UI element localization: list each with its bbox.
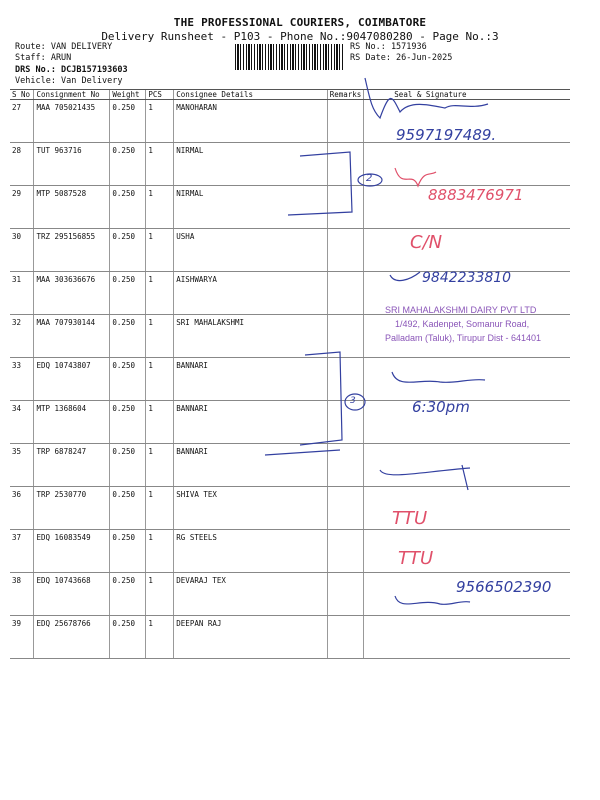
runsheet-subtitle: Delivery Runsheet - P103 - Phone No.:9047080280 - Page No.:3 xyxy=(101,30,499,43)
cell-cno: MAA 303636676 xyxy=(34,272,110,315)
cell-weight: 0.250 xyxy=(110,444,146,487)
cell-weight: 0.250 xyxy=(110,530,146,573)
column-header: Consignment No xyxy=(34,90,110,100)
cell-cno: EDQ 25678766 xyxy=(34,616,110,659)
cell-sno: 27 xyxy=(10,100,34,143)
handwritten-cn-row30: C/N xyxy=(410,232,443,253)
stamp-line: 1/492, Kadenpet, Somanur Road, xyxy=(395,319,530,329)
staff-label: Staff: ARUN xyxy=(15,53,72,63)
cell-sno: 36 xyxy=(10,487,34,530)
cell-sno: 32 xyxy=(10,315,34,358)
rs-number: RS No.: 1571936 xyxy=(350,42,427,52)
cell-cno: TUT 963716 xyxy=(34,143,110,186)
cell-sno: 35 xyxy=(10,444,34,487)
drs-number: DRS No.: DCJB157193603 xyxy=(15,65,128,75)
signature-stroke-row34 xyxy=(392,372,485,382)
cell-cno: MTP 1368604 xyxy=(34,401,110,444)
cell-weight: 0.250 xyxy=(110,616,146,659)
cell-pcs: 1 xyxy=(146,573,174,616)
cell-sno: 28 xyxy=(10,143,34,186)
cell-cno: EDQ 10743807 xyxy=(34,358,110,401)
cell-sno: 29 xyxy=(10,186,34,229)
cell-consignee: NIRMAL xyxy=(174,186,327,229)
cell-pcs: 1 xyxy=(146,530,174,573)
stamp-line: SRI MAHALAKSHMI DAIRY PVT LTD xyxy=(385,305,537,315)
company-stamp xyxy=(385,303,541,345)
cell-sno: 33 xyxy=(10,358,34,401)
cell-consignee: BANNARI xyxy=(174,444,327,487)
cell-pcs: 1 xyxy=(146,272,174,315)
group-2-number: 3 xyxy=(350,396,356,406)
bracket-group-1 xyxy=(288,152,352,215)
cell-weight: 0.250 xyxy=(110,573,146,616)
cell-consignee: USHA xyxy=(174,229,327,272)
cell-weight: 0.250 xyxy=(110,272,146,315)
cell-consignee: BANNARI xyxy=(174,358,327,401)
handwritten-phone-row29: 8883476971 xyxy=(428,186,524,204)
signature-stroke-row29 xyxy=(395,168,436,186)
cell-weight: 0.250 xyxy=(110,229,146,272)
cell-weight: 0.250 xyxy=(110,143,146,186)
cell-cno: MAA 705021435 xyxy=(34,100,110,143)
cell-consignee: DEVARAJ TEX xyxy=(174,573,327,616)
signature-stroke-row36 xyxy=(380,465,470,490)
cell-pcs: 1 xyxy=(146,487,174,530)
cell-weight: 0.250 xyxy=(110,315,146,358)
cell-sno: 38 xyxy=(10,573,34,616)
cell-sno: 30 xyxy=(10,229,34,272)
cell-consignee: RG STEELS xyxy=(174,530,327,573)
cell-pcs: 1 xyxy=(146,100,174,143)
signature-stroke-row31 xyxy=(390,272,420,281)
cell-sno: 37 xyxy=(10,530,34,573)
rs-date: RS Date: 26-Jun-2025 xyxy=(350,53,453,63)
cell-weight: 0.250 xyxy=(110,358,146,401)
cell-pcs: 1 xyxy=(146,143,174,186)
cell-pcs: 1 xyxy=(146,401,174,444)
stamp-line: Palladam (Taluk), Tirupur Dist - 641401 xyxy=(385,333,542,343)
cell-consignee: BANNARI xyxy=(174,401,327,444)
column-header: Seal & Signature xyxy=(364,90,570,100)
handwritten-time-row34: 6:30pm xyxy=(412,398,470,416)
cell-consignee: SRI MAHALAKSHMI xyxy=(174,315,327,358)
handwritten-ttu-row38: TTU xyxy=(398,548,434,569)
cell-consignee: AISHWARYA xyxy=(174,272,327,315)
cell-pcs: 1 xyxy=(146,616,174,659)
vehicle-label: Vehicle: Van Delivery xyxy=(15,76,123,86)
column-header: Weight xyxy=(110,90,146,100)
route-label: Route: VAN DELIVERY xyxy=(15,42,113,52)
cell-cno: TRZ 295156855 xyxy=(34,229,110,272)
handwritten-phone-row39: 9566502390 xyxy=(456,578,552,596)
cell-sno: 34 xyxy=(10,401,34,444)
cell-cno: MTP 5087528 xyxy=(34,186,110,229)
company-title: THE PROFESSIONAL COURIERS, COIMBATORE xyxy=(173,16,427,29)
handwritten-ttu-row37: TTU xyxy=(392,508,428,529)
cell-weight: 0.250 xyxy=(110,100,146,143)
cell-sno: 31 xyxy=(10,272,34,315)
cell-pcs: 1 xyxy=(146,229,174,272)
cell-weight: 0.250 xyxy=(110,186,146,229)
cell-cno: TRP 6878247 xyxy=(34,444,110,487)
cell-cno: EDQ 10743668 xyxy=(34,573,110,616)
column-header: Remarks xyxy=(327,90,364,100)
cell-cno: EDQ 16083549 xyxy=(34,530,110,573)
column-header: Consignee Details xyxy=(174,90,327,100)
bracket-group-2 xyxy=(265,352,342,455)
column-header: PCS xyxy=(146,90,174,100)
column-header: S No xyxy=(10,90,34,100)
handwritten-phone-row31: 9842233810 xyxy=(422,270,512,286)
cell-cno: TRP 2530770 xyxy=(34,487,110,530)
cell-pcs: 1 xyxy=(146,186,174,229)
cell-weight: 0.250 xyxy=(110,487,146,530)
cell-consignee: DEEPAN RAJ xyxy=(174,616,327,659)
cell-pcs: 1 xyxy=(146,444,174,487)
cell-consignee: MANOHARAN xyxy=(174,100,327,143)
group-1-number: 2 xyxy=(366,173,373,184)
signature-stroke-row27 xyxy=(365,78,488,118)
cell-cno: MAA 707930144 xyxy=(34,315,110,358)
cell-consignee: NIRMAL xyxy=(174,143,327,186)
cell-consignee: SHIVA TEX xyxy=(174,487,327,530)
cell-pcs: 1 xyxy=(146,358,174,401)
signature-stroke-row39 xyxy=(395,596,470,604)
handwritten-phone-row27: 9597197489. xyxy=(396,126,497,144)
cell-sno: 39 xyxy=(10,616,34,659)
cell-pcs: 1 xyxy=(146,315,174,358)
cell-weight: 0.250 xyxy=(110,401,146,444)
